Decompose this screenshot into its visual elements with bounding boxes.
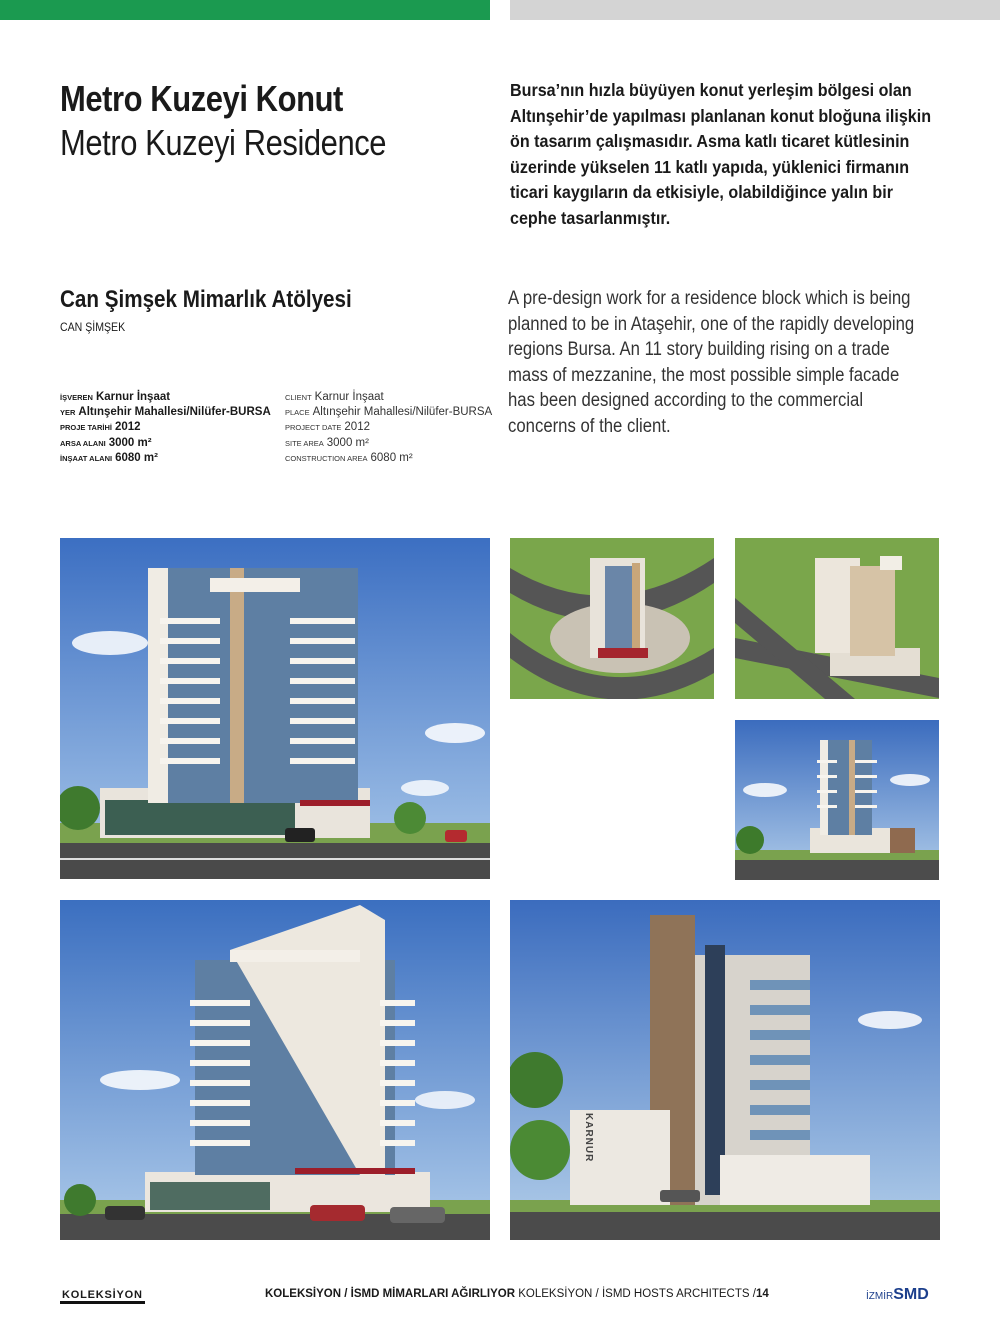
info-row: CONSTRUCTION AREA 6080 m² (285, 451, 413, 464)
footer-izmir-smd-logo: İZMİRSMD (866, 1286, 929, 1303)
info-row: YER Altınşehir Mahallesi/Nilüfer-BURSA (60, 406, 271, 419)
info-row: PLACE Altınşehir Mahallesi/Nilüfer-BURSA (285, 406, 493, 419)
render-corner-view (60, 900, 490, 1240)
info-row: İŞVEREN Karnur İnşaat (60, 391, 171, 403)
footer-running-title (265, 1288, 769, 1300)
project-info-english (285, 390, 492, 466)
building-sign-karnur: KARNUR (583, 1113, 594, 1163)
info-row: SITE AREA 3000 m² (285, 436, 369, 449)
page-number: 14 (755, 1288, 769, 1300)
title-english: Metro Kuzeyi Residence (60, 122, 387, 163)
info-row: ARSA ALANI 3000 m² (60, 436, 152, 449)
info-row: İNŞAAT ALANI 6080 m² (60, 451, 158, 464)
description-turkish: Bursa’nın hızla büyüyen konut yerleşim bölgesi olan Altınşehir’de yapılması planlanan konut bloğuna ilişkin ön tasarım çalışmasıdır. Asma katlı ticaret kütlesinin üzerinde yükselen 11 katlı yapıda, yüklenici firmanın ticari kaygıların da etkisiyle, olabildiğince yalın bir cephe tasarlanmıştır. (510, 80, 932, 228)
title-turkish: Metro Kuzeyi Konut (60, 78, 343, 119)
footer-koleksiyon-logo: KOLEKSİYON (60, 1289, 145, 1304)
top-gray-bar (510, 0, 1000, 20)
render-side-view (510, 900, 940, 1240)
project-info-turkish (60, 390, 271, 466)
info-row: PROJE TARİHİ 2012 (60, 421, 141, 434)
render-aerial-view-1 (510, 538, 714, 699)
top-green-bar (0, 0, 490, 20)
render-aerial-view-2 (735, 538, 939, 699)
architect-name: CAN ŞİMŞEK (60, 320, 126, 334)
firm-name: Can Şimşek Mimarlık Atölyesi (60, 286, 352, 313)
info-row: CLIENT Karnur İnşaat (285, 391, 384, 403)
footer-title-en: KOLEKSİYON / İSMD HOSTS ARCHITECTS / (515, 1288, 756, 1300)
description-english: A pre-design work for a residence block which is being planned to be in Ataşehir, one of the rapidly developing regions Bursa. An 11 story building rising on a trade mass of mezzanine, the most possible simple facade has been designed according to the commercial concerns of the client. (508, 288, 915, 437)
info-row: PROJECT DATE 2012 (285, 421, 370, 434)
render-street-view-1 (60, 538, 490, 879)
footer-title-tr: KOLEKSİYON / İSMD MİMARLARI AĞIRLIYOR (265, 1288, 516, 1300)
render-street-view-2 (735, 720, 939, 880)
